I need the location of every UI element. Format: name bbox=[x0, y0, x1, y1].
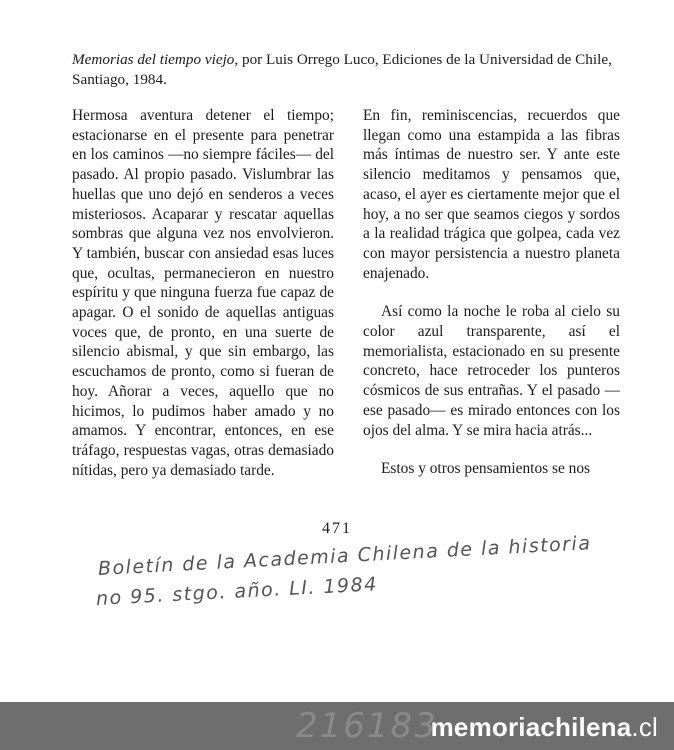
book-publication-details: por Luis Orrego Luco, Ediciones de la Universidad de Chile, Santiago, 1984. bbox=[72, 51, 612, 88]
page-number: 471 bbox=[322, 520, 352, 537]
right-text-column bbox=[363, 106, 620, 479]
paragraph: Hermosa aventura detener el tiempo; estacionarse en el presente para penetrar en los caminos —no siempre fáciles— del pasado. Al propio pasado. Vislumbrar las huellas que uno dejó en senderos a veces misteriosos. Acaparar y rescatar aquellas sombras que alguna vez nos envolvieron. Y también, buscar con ansiedad esas luces que, ocultas, permanecieron en nuestro espíritu y que ninguna fuerza fue capaz de apagar. O el sonido de aquellas antiguas voces que, de pronto, en una suerte de silencio abismal, y que sin embargo, las escuchamos de pronto, como si fueran de hoy. Añorar a veces, aquello que no hicimos, lo pudimos haber amado y no amamos. Y encontrar, entonces, en ese tráfago, respuestas vagas, otras demasiado nítidas, pero ya demasiado tarde. bbox=[72, 107, 334, 479]
archive-stamp: 216183 bbox=[296, 706, 438, 746]
paragraph: Estos y otros pensamientos se nos bbox=[381, 460, 591, 478]
brand-name: memoriachilena bbox=[430, 712, 632, 742]
left-text-column bbox=[72, 106, 334, 480]
footer-bar bbox=[0, 702, 674, 750]
bibliographic-reference bbox=[72, 50, 632, 90]
book-title: Memorias del tiempo viejo, bbox=[72, 51, 239, 68]
paragraph: Así como la noche le roba al cielo su color azul transparente, así el memorialista, estacionado en su presente concreto, hace retroceder los punteros cósmicos de sus entrañas. Y el pasado —ese pasado— es mirado entonces con los ojos del alma. Y se mira hacia atrás... bbox=[363, 303, 620, 439]
handwritten-note-line: Boletín de la Academia Chilena de la historia bbox=[97, 532, 592, 580]
memoriachilena-logo[interactable] bbox=[431, 712, 658, 743]
brand-domain: .cl bbox=[631, 712, 658, 742]
paragraph: En fin, reminiscencias, recuerdos que llegan como una estampida a las fibras más íntimas de nuestro ser. Y ante este silencio meditamos y pensamos que, acaso, el ayer es ciertamente mejor que el hoy, a no ser que seamos ciegos y sordos a la realidad trágica que golpea, cada vez con mayor persistencia a nuestro planeta enajenado. bbox=[363, 107, 620, 282]
handwritten-note-line: no 95. stgo. año. LI. 1984 bbox=[95, 573, 379, 610]
